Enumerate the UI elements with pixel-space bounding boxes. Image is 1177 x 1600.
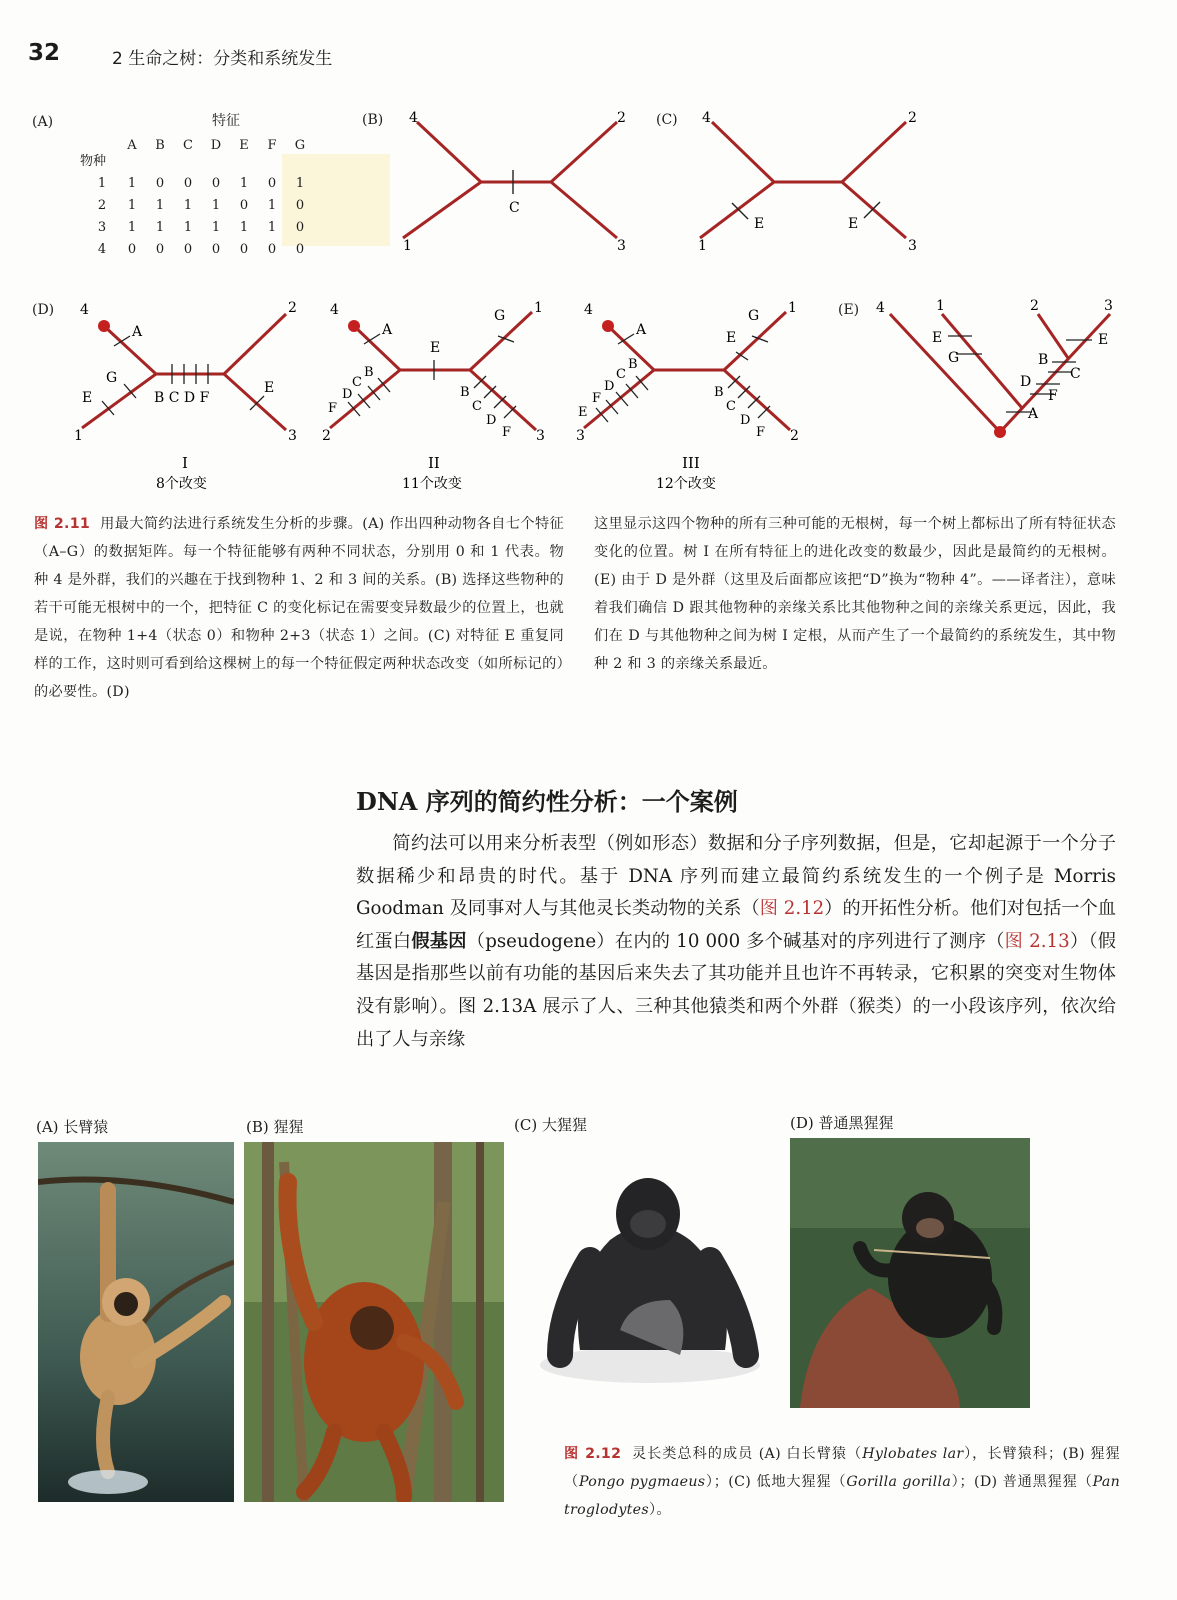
caption-text: ）；(D) 普通黑猩猩（ xyxy=(951,1474,1093,1490)
tree-d1 xyxy=(74,298,314,498)
mark-label: A xyxy=(132,324,143,340)
tip-label: 4 xyxy=(584,302,593,318)
matrix-cell: 1 xyxy=(127,197,137,213)
gorilla-photo xyxy=(520,1150,780,1400)
tip-label: 3 xyxy=(536,428,545,444)
panel-label-d: (D) xyxy=(32,302,55,318)
matrix-cell: 0 xyxy=(183,241,193,257)
tip-label: 1 xyxy=(698,238,707,254)
figure-2-11-caption-left xyxy=(34,510,564,706)
tip-label: 4 xyxy=(702,110,711,126)
matrix-row xyxy=(86,194,314,216)
matrix-col: F xyxy=(267,137,277,153)
matrix-cell: 1 xyxy=(267,197,277,213)
mark-label: E xyxy=(430,340,441,356)
root-node xyxy=(98,320,110,332)
matrix-cell: 0 xyxy=(155,241,165,257)
figure-2-12-caption xyxy=(564,1440,1120,1524)
matrix-cell: 1 xyxy=(183,219,193,235)
tree-d2 xyxy=(322,298,562,498)
tip-label: 4 xyxy=(80,302,89,318)
tip-label: 2 xyxy=(288,300,297,316)
chimpanzee-photo xyxy=(790,1138,1030,1408)
page-number: 32 xyxy=(28,40,61,66)
scientific-name: Hylobates lar xyxy=(862,1446,964,1462)
caption-text: 灵长类总科的成员 (A) 白长臂猿（ xyxy=(631,1446,863,1462)
matrix-table xyxy=(86,134,314,260)
matrix-cell: 1 xyxy=(127,219,137,235)
mark-label: D xyxy=(1020,374,1032,390)
tree-number: III xyxy=(682,454,700,472)
mark-label: B xyxy=(1038,352,1049,368)
mark-label: G xyxy=(948,350,960,366)
matrix-species: 2 xyxy=(97,197,107,213)
matrix-cell: 0 xyxy=(295,219,305,235)
caption-text: 用最大简约法进行系统发生分析的步骤。(A) 作出四种动物各自七个特征（A–G）的数据矩阵。每一个特征能够有两种不同状态，分别用 0 和 1 代表。物种 4 是外群，我们的兴趣在于找到物种 1、2 和 3 间的关系。(B) 选择这些物种的若干可能无根树中的一个，把特征 C 的变化标记在需要变异数最少的位置上，也就是说，在物种 1+4（状态 0）和物种 2+3（状态 1）之间。(C) 对特征 E 重复同样的工作，这时则可看到给这棵树上的每一个特征假定两种状态改变（如所标记的）的必要性。(D) xyxy=(34,516,564,700)
section-title: DNA 序列的简约性分析：一个案例 xyxy=(356,787,738,816)
root-node xyxy=(602,320,614,332)
tip-label: 3 xyxy=(576,428,585,444)
photo-label-chimpanzee: (D) 普通黑猩猩 xyxy=(790,1114,894,1132)
matrix-species: 4 xyxy=(97,241,107,257)
tree-c xyxy=(692,108,932,258)
matrix-cell: 0 xyxy=(295,241,305,257)
matrix-cell: 1 xyxy=(211,197,221,213)
tree-e xyxy=(870,296,1130,446)
mark-label: C xyxy=(352,375,362,390)
tip-label: 1 xyxy=(403,238,412,254)
mark-label: G xyxy=(748,308,760,324)
caption-text: ）。 xyxy=(648,1502,671,1518)
matrix-cell: 1 xyxy=(267,219,277,235)
matrix-cell: 1 xyxy=(239,175,249,191)
gorilla-image xyxy=(520,1150,780,1400)
tip-label: 1 xyxy=(534,300,543,316)
root-node xyxy=(348,320,360,332)
gibbon-image xyxy=(38,1142,234,1502)
tip-label: 2 xyxy=(322,428,331,444)
mark-label: F xyxy=(592,391,602,406)
mark-label: C xyxy=(726,399,736,414)
bold-term: 假基因 xyxy=(411,930,467,952)
mark-label: D xyxy=(740,413,751,428)
mark-label: F xyxy=(502,425,512,440)
body-text: 简约法可以用来分析表型（例如形态）数据和分子序列数据，但是，它却起源于一个分子数据稀少和昂贵的时代。基于 DNA 序列而建立最简约系统发生的一个例子是 Morris Goodman 及同事对人与其他灵长类动物的关系（ xyxy=(356,833,1116,920)
matrix-cell: 0 xyxy=(211,241,221,257)
matrix-cell: 0 xyxy=(239,241,249,257)
matrix-cell: 1 xyxy=(183,197,193,213)
mark-label: E xyxy=(578,405,588,420)
chimpanzee-image xyxy=(790,1138,1030,1408)
mark-label: B xyxy=(460,385,470,400)
caption-text: ）；(C) 低地大猩猩（ xyxy=(705,1474,847,1490)
mark-label: C xyxy=(1070,366,1081,382)
figure-2-11-caption-right: 这里显示这四个物种的所有三种可能的无根树，每一个树上都标出了所有特征状态变化的位置。树 I 在所有特征上的进化改变的数最少，因此是最简约的无根树。(E) 由于 D 是外群（这里及后面都应该把“D”换为“物种 4”。——译者注），意味着我们确信 D 跟其他物种的亲缘关系比其他物种之间的亲缘关系更远，因此，我们在 D 与其他物种之间为树 I 定根，从而产生了一个最简约的系统发生，其中物种 2 和 3 的亲缘关系最近。 xyxy=(594,516,1116,672)
photo-label-orangutan: (B) 猩猩 xyxy=(246,1118,304,1136)
matrix-row xyxy=(86,216,314,238)
figure-number: 图 2.12 xyxy=(564,1446,622,1462)
mark-label: G xyxy=(106,370,118,386)
tip-label: 1 xyxy=(788,300,797,316)
matrix-cell: 0 xyxy=(267,241,277,257)
panel-label-b: (B) xyxy=(362,112,384,128)
matrix-species: 1 xyxy=(97,175,107,191)
body-paragraph xyxy=(356,828,1116,1056)
matrix-cell: 0 xyxy=(183,175,193,191)
caption-text: ），长臂猿科；(B) 猩猩（ xyxy=(564,1446,1120,1490)
mark-label: A xyxy=(636,322,647,338)
tip-label: 4 xyxy=(409,110,418,126)
mark-label: B xyxy=(364,365,374,380)
tip-label: 1 xyxy=(74,428,83,444)
figure-ref-2-13[interactable]: 图 2.13 xyxy=(1004,930,1070,952)
mark-label: F xyxy=(1048,388,1058,404)
matrix-cell: 0 xyxy=(239,197,249,213)
matrix-col: E xyxy=(239,137,249,153)
matrix-col: G xyxy=(294,137,306,153)
mark-label: C xyxy=(472,399,482,414)
photo-label-gorilla: (C) 大猩猩 xyxy=(514,1116,587,1134)
tree-changes: 8个改变 xyxy=(156,476,207,492)
matrix-col: B xyxy=(155,137,165,153)
matrix-cell: 1 xyxy=(211,219,221,235)
mark-label: D xyxy=(604,379,615,394)
mark-label: B xyxy=(714,385,724,400)
matrix-cell: 1 xyxy=(155,197,165,213)
matrix-row-header: 物种 xyxy=(80,154,107,169)
mark-label: B xyxy=(628,357,638,372)
mark-label: D xyxy=(342,387,353,402)
photo-label-gibbon: (A) 长臂猿 xyxy=(36,1118,109,1136)
tip-label: 4 xyxy=(876,300,885,316)
matrix-cell: 1 xyxy=(295,175,305,191)
matrix-cell: 0 xyxy=(155,175,165,191)
matrix-cell: 0 xyxy=(211,175,221,191)
orangutan-photo xyxy=(244,1142,504,1502)
tip-label: 3 xyxy=(1104,298,1113,314)
running-title: 2 生命之树：分类和系统发生 xyxy=(112,49,333,69)
body-text: ）（假基因是指那些以前有功能的基因后来失去了其功能并且也许不再转录，它积累的突变对生物体没有影响）。图 2.13A 展示了人、三种其他猿类和两个外群（猴类）的一小段该序列，依次给出了人与亲缘 xyxy=(356,930,1116,1050)
mark-label: F xyxy=(328,401,338,416)
mark-label: F xyxy=(756,425,766,440)
tree-b xyxy=(395,108,645,258)
mark-label: E xyxy=(754,216,765,232)
mark-label: C xyxy=(509,200,520,216)
mark-label: E xyxy=(726,330,737,346)
tip-label: 2 xyxy=(908,110,917,126)
matrix-row xyxy=(86,172,314,194)
matrix-species: 3 xyxy=(97,219,107,235)
tip-label: 2 xyxy=(790,428,799,444)
tree-changes: 11个改变 xyxy=(402,476,462,492)
matrix-row xyxy=(86,238,314,260)
matrix-cell: 0 xyxy=(127,241,137,257)
mark-label: E xyxy=(848,216,859,232)
matrix-column-row xyxy=(86,134,314,156)
mark-label: E xyxy=(932,330,943,346)
mark-label: C xyxy=(616,367,626,382)
mark-label: G xyxy=(494,308,506,324)
body-text: （pseudogene）在内的 10 000 多个碱基对的序列进行了测序（ xyxy=(466,930,1005,952)
orangutan-image xyxy=(244,1142,504,1502)
matrix-col: D xyxy=(210,137,222,153)
panel-label-e: (E) xyxy=(838,302,860,318)
scientific-name: Pan troglodytes xyxy=(564,1474,1121,1518)
tree-changes: 12个改变 xyxy=(656,476,716,492)
figure-number: 图 2.11 xyxy=(34,516,91,532)
root-node xyxy=(994,426,1006,438)
matrix-col: A xyxy=(127,137,137,153)
matrix-col: C xyxy=(183,137,193,153)
matrix-cell: 0 xyxy=(295,197,305,213)
tip-label: 1 xyxy=(936,298,945,314)
tip-label: 4 xyxy=(330,302,339,318)
scientific-name: Gorilla gorilla xyxy=(846,1474,952,1490)
tip-label: 3 xyxy=(908,238,917,254)
matrix-title: 特征 xyxy=(212,113,240,129)
matrix-cell: 0 xyxy=(267,175,277,191)
tree-number: I xyxy=(182,454,188,472)
panel-label-a: (A) xyxy=(32,114,54,130)
matrix-cell: 1 xyxy=(127,175,137,191)
mark-label: E xyxy=(264,380,275,396)
mark-label: D xyxy=(486,413,497,428)
gibbon-photo xyxy=(38,1142,234,1502)
mark-label: E xyxy=(82,390,93,406)
mark-label: B C D F xyxy=(154,390,210,406)
matrix-cell: 1 xyxy=(155,219,165,235)
matrix-cell: 1 xyxy=(239,219,249,235)
tip-label: 2 xyxy=(1030,298,1039,314)
scientific-name: Pongo pygmaeus xyxy=(579,1474,706,1490)
tip-label: 3 xyxy=(617,238,626,254)
tip-label: 3 xyxy=(288,428,297,444)
body-text: ）的开拓性分析。他们对包括一个血红蛋白 xyxy=(356,898,1116,952)
tree-number: II xyxy=(428,454,440,472)
mark-label: A xyxy=(382,322,393,338)
panel-label-c: (C) xyxy=(656,112,678,128)
figure-ref-2-12[interactable]: 图 2.12 xyxy=(759,898,825,920)
tree-d3 xyxy=(576,298,816,498)
mark-label: E xyxy=(1098,332,1109,348)
mark-label: A xyxy=(1028,406,1039,422)
tip-label: 2 xyxy=(617,110,626,126)
